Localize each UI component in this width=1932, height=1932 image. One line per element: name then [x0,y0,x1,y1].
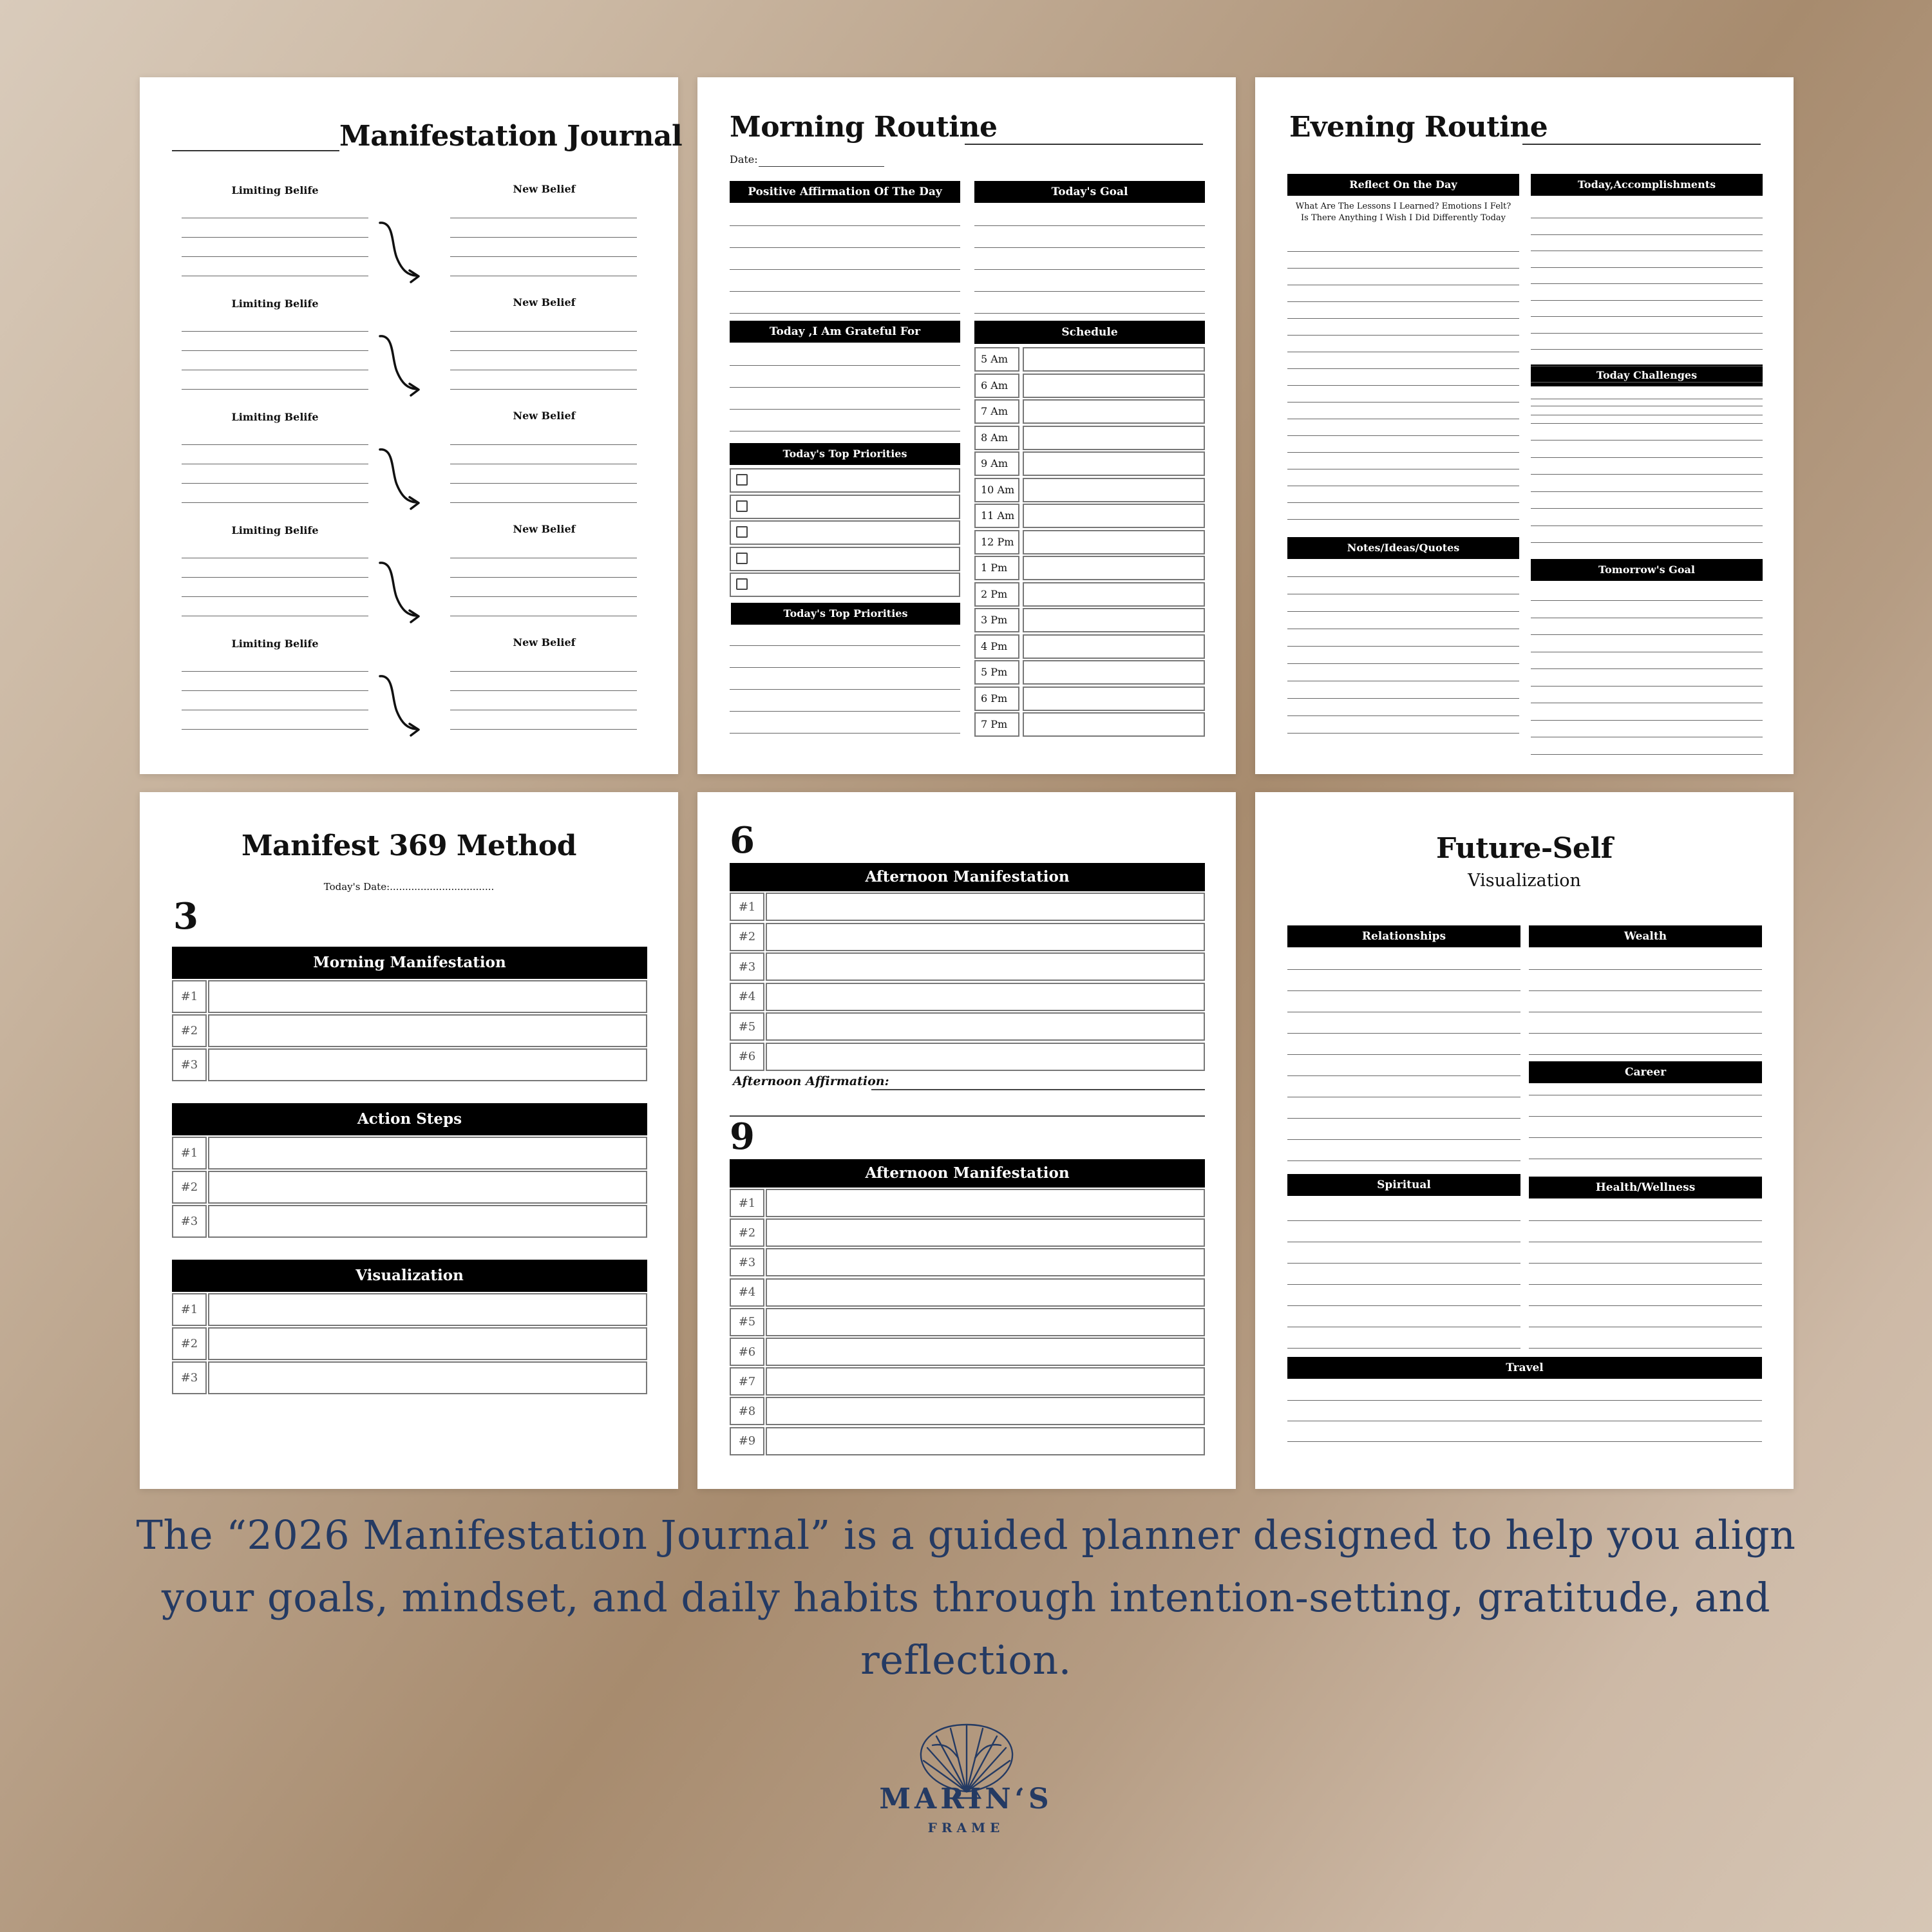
entry-field[interactable] [208,1205,647,1238]
career-header: Career [1529,1061,1762,1083]
visual-header: Visualization [172,1260,647,1292]
writing-line[interactable] [1287,385,1519,386]
writing-line[interactable] [1287,1054,1520,1055]
schedule-time-cell: 12 Pm [974,530,1019,554]
writing-line[interactable] [1287,990,1520,991]
writing-line[interactable] [1531,542,1763,543]
writing-line[interactable] [1287,715,1519,716]
grateful-header: Today ,I Am Grateful For [730,321,960,343]
writing-line[interactable] [1529,1284,1762,1285]
entry-field[interactable] [766,1338,1205,1366]
limiting-belief-line[interactable] [182,444,368,445]
writing-line[interactable] [1531,600,1763,601]
action-header: Action Steps [172,1103,647,1135]
writing-line[interactable] [730,711,960,712]
row-number: #3 [172,1048,207,1081]
limiting-belief-line[interactable] [182,502,368,503]
schedule-time-cell: 4 Pm [974,634,1019,659]
row-number: #3 [172,1205,207,1238]
schedule-entry[interactable] [1023,634,1205,659]
afternoon-header: Afternoon Manifestation [730,863,1205,891]
row-number: #1 [172,980,207,1013]
writing-line[interactable] [974,225,1205,226]
entry-field[interactable] [766,1367,1205,1396]
notes-header: Notes/Ideas/Quotes [1287,537,1519,559]
new-belief-line[interactable] [450,483,637,484]
entry-field[interactable] [766,1397,1205,1425]
affirmation-line[interactable] [871,1089,1205,1090]
title-underline [1522,144,1761,145]
row-number: #3 [730,952,764,981]
writing-line[interactable] [1531,333,1763,334]
writing-line[interactable] [1287,1400,1762,1401]
number-three: 3 [173,895,198,938]
schedule-entry[interactable] [1023,347,1205,372]
schedule-entry[interactable] [1023,608,1205,632]
priority-row[interactable] [730,547,960,571]
writing-line[interactable] [1531,349,1763,350]
writing-line[interactable] [1529,1263,1762,1264]
writing-line[interactable] [1287,519,1519,520]
health-header: Health/Wellness [1529,1177,1762,1198]
entry-field[interactable] [766,1278,1205,1307]
row-number: #4 [730,983,764,1011]
affirmation-line-2[interactable] [730,1115,1205,1117]
checkbox[interactable] [736,474,748,486]
page-title: Manifest 369 Method [241,829,577,862]
new-belief-label: New Belief [513,636,576,649]
writing-line[interactable] [730,291,960,292]
new-belief-line[interactable] [450,444,637,445]
writing-line[interactable] [1531,686,1763,687]
writing-line[interactable] [1529,1054,1762,1055]
row-number: #9 [730,1427,764,1455]
number-nine: 9 [730,1115,755,1158]
schedule-entry[interactable] [1023,504,1205,528]
entry-field[interactable] [766,923,1205,951]
entry-field[interactable] [766,1012,1205,1041]
row-number: #2 [730,923,764,951]
writing-line[interactable] [1287,268,1519,269]
writing-line[interactable] [1287,435,1519,436]
writing-line[interactable] [730,365,960,366]
limiting-belief-label: Limiting Belife [231,638,319,650]
writing-line[interactable] [1531,423,1763,424]
brand-sub: FRAME [927,1820,1005,1835]
checkbox[interactable] [736,553,748,564]
limiting-belief-line[interactable] [182,389,368,390]
new-belief-line[interactable] [450,350,637,351]
affirmation-label: Afternoon Affirmation: [733,1074,889,1088]
row-number: #3 [730,1248,764,1276]
row-number: #4 [730,1278,764,1307]
schedule-time-cell: 6 Am [974,374,1019,398]
writing-line[interactable] [730,387,960,388]
writing-line[interactable] [1287,1118,1520,1119]
entry-field[interactable] [766,1189,1205,1217]
affirmation-header: Positive Affirmation Of The Day [730,181,960,203]
spiritual-header: Spiritual [1287,1174,1520,1196]
limiting-belief-line[interactable] [182,256,368,257]
writing-line[interactable] [1531,491,1763,492]
new-belief-line[interactable] [450,256,637,257]
limiting-belief-line[interactable] [182,729,368,730]
arrow-icon [375,559,426,623]
writing-line[interactable] [1287,1075,1520,1076]
limiting-belief-label: Limiting Belife [231,298,319,310]
page-morning-routine [697,77,1236,774]
new-belief-line[interactable] [450,389,637,390]
schedule-time-cell: 10 Am [974,478,1019,502]
row-number: #1 [172,1293,207,1326]
row-number: #5 [730,1308,764,1336]
writing-line[interactable] [730,409,960,410]
writing-line[interactable] [1529,990,1762,991]
writing-line[interactable] [1287,1263,1520,1264]
writing-line[interactable] [730,667,960,668]
writing-line[interactable] [730,225,960,226]
writing-line[interactable] [1287,1033,1520,1034]
schedule-time-cell: 7 Am [974,399,1019,424]
goal-header: Today's Goal [974,181,1205,203]
checkbox[interactable] [736,500,748,512]
schedule-entry[interactable] [1023,712,1205,737]
entry-field[interactable] [208,1137,647,1170]
checkbox[interactable] [736,578,748,590]
priorities-header-2: Today's Top Priorities [731,603,960,625]
priority-row[interactable] [730,573,960,597]
writing-line[interactable] [974,269,1205,270]
row-number: #3 [172,1361,207,1394]
writing-line[interactable] [1529,1220,1762,1221]
writing-line[interactable] [1531,267,1763,268]
writing-line[interactable] [1531,634,1763,635]
entry-field[interactable] [766,983,1205,1011]
writing-line[interactable] [1529,1137,1762,1138]
number-six: 6 [730,819,755,862]
arrow-icon [375,219,426,283]
writing-line[interactable] [1287,1348,1520,1349]
entry-field[interactable] [208,1048,647,1081]
writing-line[interactable] [1531,720,1763,721]
schedule-entry[interactable] [1023,687,1205,711]
row-number: #2 [172,1327,207,1360]
date-field[interactable] [759,166,884,167]
schedule-entry[interactable] [1023,426,1205,450]
writing-line[interactable] [1287,1284,1520,1285]
writing-line[interactable] [1287,335,1519,336]
writing-line[interactable] [1531,474,1763,475]
entry-field[interactable] [766,952,1205,981]
new-belief-line[interactable] [450,671,637,672]
writing-line[interactable] [1287,502,1519,503]
schedule-time-cell: 11 Am [974,504,1019,528]
page-evening-routine [1255,77,1794,774]
schedule-header: Schedule [974,321,1205,344]
writing-line[interactable] [1531,316,1763,317]
checkbox[interactable] [736,526,748,538]
page-369-continued [697,792,1236,1489]
relationships-header: Relationships [1287,925,1520,947]
writing-line[interactable] [1287,733,1519,734]
new-belief-label: New Belief [513,410,576,422]
writing-line[interactable] [1287,1139,1520,1140]
row-number: #6 [730,1043,764,1071]
schedule-time-cell: 7 Pm [974,712,1019,737]
date-label: Date: [730,153,758,166]
new-belief-line[interactable] [450,331,637,332]
schedule-time-cell: 8 Am [974,426,1019,450]
limiting-belief-label: Limiting Belife [231,184,319,196]
writing-line[interactable] [1287,663,1519,664]
writing-line[interactable] [1287,1220,1520,1221]
entry-field[interactable] [208,1293,647,1326]
writing-line[interactable] [1531,283,1763,284]
priorities-header: Today's Top Priorities [730,443,960,465]
tomorrow-header: Tomorrow's Goal [1531,559,1763,581]
writing-line[interactable] [1287,301,1519,302]
entry-field[interactable] [766,893,1205,921]
schedule-entry[interactable] [1023,582,1205,607]
new-belief-label: New Belief [513,523,576,535]
writing-line[interactable] [1531,754,1763,755]
schedule-time-cell: 3 Pm [974,608,1019,632]
writing-line[interactable] [1287,611,1519,612]
writing-line[interactable] [1531,508,1763,509]
writing-line[interactable] [1529,1033,1762,1034]
new-belief-line[interactable] [450,502,637,503]
reflect-question: What Are The Lessons I Learned? Emotions I Felt? Is There Anything I Wish I Did Differently Today [1295,202,1511,223]
row-number: #7 [730,1367,764,1396]
schedule-entry[interactable] [1023,556,1205,580]
schedule-time-cell: 9 Am [974,451,1019,476]
schedule-entry[interactable] [1023,478,1205,502]
limiting-belief-line[interactable] [182,577,368,578]
accomplishments-header: Today,Accomplishments [1531,174,1763,196]
entry-field[interactable] [766,1427,1205,1455]
entry-field[interactable] [208,1361,647,1394]
schedule-time-cell: 5 Pm [974,660,1019,685]
arrow-icon [375,446,426,510]
travel-header: Travel [1287,1357,1762,1379]
arrow-icon [375,332,426,397]
wealth-header: Wealth [1529,925,1762,947]
writing-line[interactable] [1287,698,1519,699]
limiting-belief-line[interactable] [182,671,368,672]
entry-field[interactable] [766,1248,1205,1276]
row-number: #1 [730,893,764,921]
entry-field[interactable] [208,1327,647,1360]
writing-line[interactable] [730,269,960,270]
writing-line[interactable] [730,313,960,314]
title-underline [965,144,1203,145]
row-number: #2 [172,1171,207,1204]
limiting-belief-label: Limiting Belife [231,411,319,423]
page-title: Future-Self [1435,832,1613,865]
writing-line[interactable] [1531,382,1763,383]
entry-field[interactable] [208,1014,647,1047]
schedule-time-cell: 5 Am [974,347,1019,372]
schedule-entry[interactable] [1023,660,1205,685]
schedule-time-cell: 1 Pm [974,556,1019,580]
writing-line[interactable] [974,313,1205,314]
limiting-belief-line[interactable] [182,690,368,691]
writing-line[interactable] [1529,1116,1762,1117]
entry-field[interactable] [766,1308,1205,1336]
page-manifestation-journal [140,77,683,774]
page-future-self [1255,792,1794,1489]
schedule-entry[interactable] [1023,530,1205,554]
page-title: Morning Routine [730,111,998,144]
page-manifest-369 [140,792,678,1489]
arrow-icon [375,672,426,737]
writing-line[interactable] [1287,576,1519,577]
writing-line[interactable] [1287,318,1519,319]
writing-line[interactable] [974,291,1205,292]
morning-header: Morning Manifestation [172,947,647,979]
writing-line[interactable] [1287,969,1520,970]
writing-line[interactable] [1531,668,1763,669]
writing-line[interactable] [1287,452,1519,453]
writing-line[interactable] [974,247,1205,248]
row-number: #8 [730,1397,764,1425]
new-belief-line[interactable] [450,596,637,597]
limiting-belief-line[interactable] [182,596,368,597]
row-number: #5 [730,1012,764,1041]
schedule-entry[interactable] [1023,374,1205,398]
writing-line[interactable] [730,733,960,734]
new-belief-label: New Belief [513,296,576,308]
writing-line[interactable] [1287,368,1519,369]
new-belief-line[interactable] [450,237,637,238]
limiting-belief-line[interactable] [182,237,368,238]
evening-header: Afternoon Manifestation [730,1159,1205,1188]
page-title: Evening Routine [1289,111,1548,144]
row-number: #1 [172,1137,207,1170]
challenges-header: Today Challenges [1531,365,1763,386]
writing-line[interactable] [1531,300,1763,301]
row-number: #2 [730,1218,764,1247]
limiting-belief-line[interactable] [182,331,368,332]
priority-row[interactable] [730,468,960,493]
limiting-belief-line[interactable] [182,483,368,484]
row-number: #1 [730,1189,764,1217]
writing-line[interactable] [1287,1160,1520,1161]
page-subtitle: Visualization [1468,871,1581,891]
date-label: Today's Date:.................................. [323,881,495,893]
entry-field[interactable] [766,1218,1205,1247]
writing-line[interactable] [1529,969,1762,970]
limiting-belief-line[interactable] [182,350,368,351]
new-belief-line[interactable] [450,577,637,578]
schedule-entry[interactable] [1023,451,1205,476]
entry-field[interactable] [208,980,647,1013]
new-belief-line[interactable] [450,690,637,691]
schedule-time-cell: 6 Pm [974,687,1019,711]
page-title: Manifestation Journal [339,120,683,153]
schedule-entry[interactable] [1023,399,1205,424]
priority-row[interactable] [730,495,960,519]
new-belief-label: New Belief [513,183,576,195]
writing-line[interactable] [1531,457,1763,458]
writing-line[interactable] [1287,1441,1762,1442]
writing-line[interactable] [1531,234,1763,235]
entry-field[interactable] [766,1043,1205,1071]
reflect-header: Reflect On the Day [1287,174,1519,196]
writing-line[interactable] [1287,251,1519,252]
writing-line[interactable] [1287,646,1519,647]
writing-line[interactable] [1287,1305,1520,1306]
writing-line[interactable] [730,645,960,646]
new-belief-line[interactable] [450,729,637,730]
entry-field[interactable] [208,1171,647,1204]
row-number: #6 [730,1338,764,1366]
writing-line[interactable] [730,689,960,690]
priority-row[interactable] [730,520,960,545]
row-number: #2 [172,1014,207,1047]
title-underline [172,150,339,151]
product-description: The “2026 Manifestation Journal” is a guided planner designed to help you align your goals, mindset, and daily habits through intention-setting, gratitude, and reflection. [136,1511,1796,1683]
writing-line[interactable] [1529,1348,1762,1349]
brand-name: MARIN‘S [879,1783,1053,1815]
limiting-belief-label: Limiting Belife [231,524,319,536]
writing-line[interactable] [1529,1305,1762,1306]
writing-line[interactable] [730,247,960,248]
schedule-time-cell: 2 Pm [974,582,1019,607]
